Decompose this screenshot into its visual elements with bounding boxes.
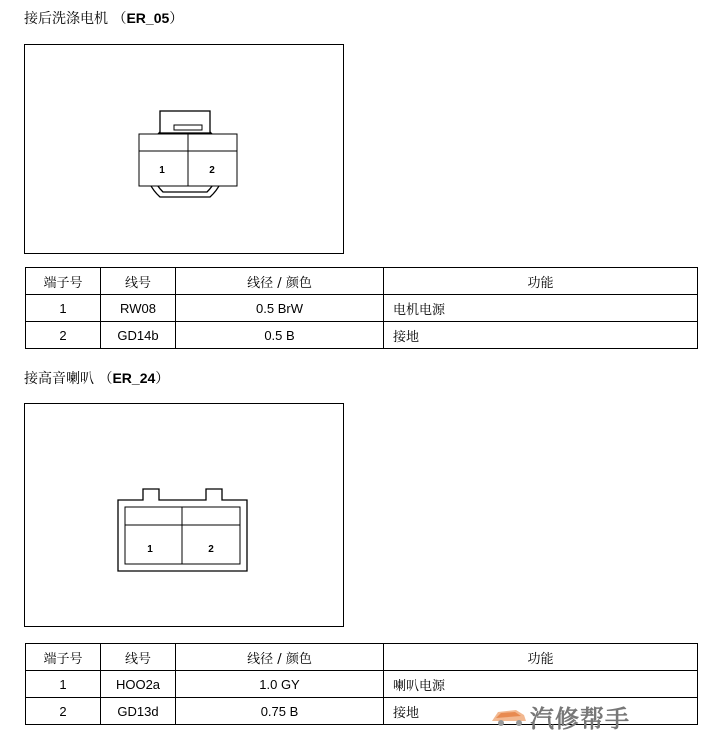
section-1-pin-table <box>25 267 698 349</box>
section-1-connector-diagram <box>24 44 344 254</box>
cell-wire-size-color: 1.0 GY <box>176 671 384 698</box>
cell-wire-size-color: 0.5 B <box>176 322 384 349</box>
header-wire-number: 线号 <box>101 268 176 295</box>
connector-latch-slot <box>174 125 202 130</box>
pin-label-2: 2 <box>208 544 214 555</box>
watermark-text: 汽修帮手 <box>530 704 630 733</box>
cell-terminal: 2 <box>26 322 101 349</box>
cell-terminal: 1 <box>26 671 101 698</box>
section-2-title: 接高音喇叭 <box>24 371 94 387</box>
cell-function: 接地 <box>384 322 698 349</box>
cell-wire-number: GD13d <box>101 698 176 725</box>
pin-label-1: 1 <box>147 544 153 555</box>
header-terminal: 端子号 <box>26 644 101 671</box>
car-logo-icon <box>488 701 530 731</box>
watermark <box>488 700 630 732</box>
pin-label-1: 1 <box>159 165 165 176</box>
cell-wire-size-color: 0.75 B <box>176 698 384 725</box>
table-row <box>26 671 698 698</box>
section-1-code-open: （ <box>112 11 127 27</box>
connector-er05-drawing <box>25 45 345 255</box>
header-function: 功能 <box>384 644 698 671</box>
header-wire-number: 线号 <box>101 644 176 671</box>
section-2-heading <box>24 368 169 388</box>
cell-wire-number: RW08 <box>101 295 176 322</box>
cell-wire-number: GD14b <box>101 322 176 349</box>
section-2-connector-diagram <box>24 403 344 627</box>
header-wire-size-color: 线径 / 颜色 <box>176 268 384 295</box>
section-2-connector-code: ER_24 <box>112 370 156 386</box>
cell-wire-number: HOO2a <box>101 671 176 698</box>
connector-er24-drawing <box>25 404 345 628</box>
section-1-title: 接后洗涤电机 <box>24 11 108 27</box>
pin-label-2: 2 <box>209 165 215 176</box>
cell-wire-size-color: 0.5 BrW <box>176 295 384 322</box>
section-1-connector-code: ER_05 <box>126 10 170 26</box>
cell-function: 喇叭电源 <box>384 671 698 698</box>
cell-terminal: 2 <box>26 698 101 725</box>
cell-function: 接地 <box>384 698 698 725</box>
table-header-row <box>26 268 698 295</box>
section-2-code-open: （ <box>98 371 113 387</box>
section-1-heading <box>24 8 183 28</box>
cell-function: 电机电源 <box>384 295 698 322</box>
header-function: 功能 <box>384 268 698 295</box>
table-header-row <box>26 644 698 671</box>
section-1-code-close: ） <box>169 11 184 27</box>
header-terminal: 端子号 <box>26 268 101 295</box>
table-row <box>26 295 698 322</box>
table-row <box>26 322 698 349</box>
header-wire-size-color: 线径 / 颜色 <box>176 644 384 671</box>
cell-terminal: 1 <box>26 295 101 322</box>
section-2-code-close: ） <box>155 371 170 387</box>
